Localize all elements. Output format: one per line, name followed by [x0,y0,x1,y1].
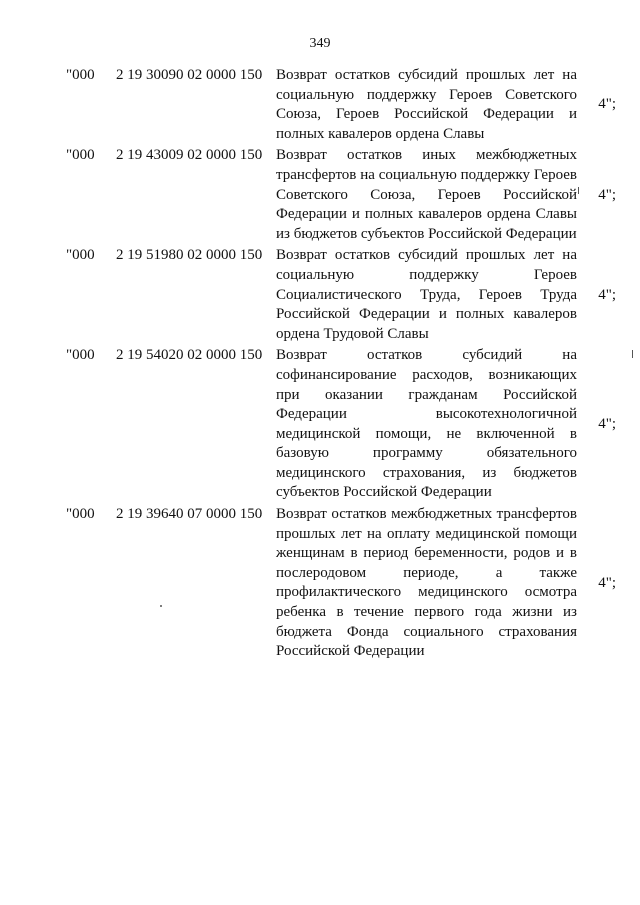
list-item [66,246,616,344]
income-description: Возврат остатков субсидий прошлых лет на социальную поддержку Героев Социалистического Труда, Героев Труда Российской Федерации и полных кавалеров ордена Трудовой Славы [276,247,577,342]
scan-mark [632,350,633,358]
income-code: 2 19 39640 07 0000 150 [116,506,263,523]
list-item [66,346,616,503]
group-reference-cell [577,505,616,662]
scan-mark [578,187,579,194]
income-description: Возврат остатков иных межбюджетных трансфертов на социальную поддержку Героев Советского Союза, Героев Российской Федерации и полных кавалеров ордена Славы из бюджетов субъектов Российской Федерации [276,147,577,242]
administrator-code: "000 [66,506,95,523]
page-number: 349 [309,36,331,51]
budget-code-list [66,66,616,662]
income-description: Возврат остатков субсидий на софинансирование расходов, возникающих при оказании гражданам Российской Федерации высокотехнологичной медицинской помощи, не включенной в базовую программу обязательного медицинского страхования, из бюджетов субъектов Российской Федерации [276,347,577,501]
income-code: 2 19 43009 02 0000 150 [116,147,263,164]
group-reference-cell [577,246,616,344]
list-item [66,146,616,244]
income-code: 2 19 51980 02 0000 150 [116,247,263,264]
income-description: Возврат остатков субсидий прошлых лет на социальную поддержку Героев Советского Союза, Героев Российской Федерации и полных кавалеров ордена Славы [276,67,577,142]
list-item [66,66,616,144]
income-code: 2 19 54020 02 0000 150 [116,347,263,364]
list-item [66,505,616,662]
group-reference-cell [577,146,616,244]
administrator-code: "000 [66,147,95,164]
income-code: 2 19 30090 02 0000 150 [116,67,263,83]
group-reference: 4"; [598,415,616,432]
income-description: Возврат остатков межбюджетных трансфертов прошлых лет на оплату медицинской помощи женщинам в период беременности, родов и в послеродовом периоде, а также профилактического медицинского осмотра ребенка в течение первого года жизни из бюджета Фонда социального страхования Российской Федерации [276,506,577,660]
administrator-code: "000 [66,247,95,264]
group-reference: 4"; [598,286,616,303]
administrator-code: "000 [66,347,95,364]
group-reference: 4"; [598,96,616,113]
group-reference: 4"; [598,186,616,203]
group-reference-cell [577,66,616,144]
group-reference-cell [577,346,616,503]
group-reference: 4"; [598,574,616,591]
administrator-code: "000 [66,67,95,83]
scan-speck [160,605,162,607]
